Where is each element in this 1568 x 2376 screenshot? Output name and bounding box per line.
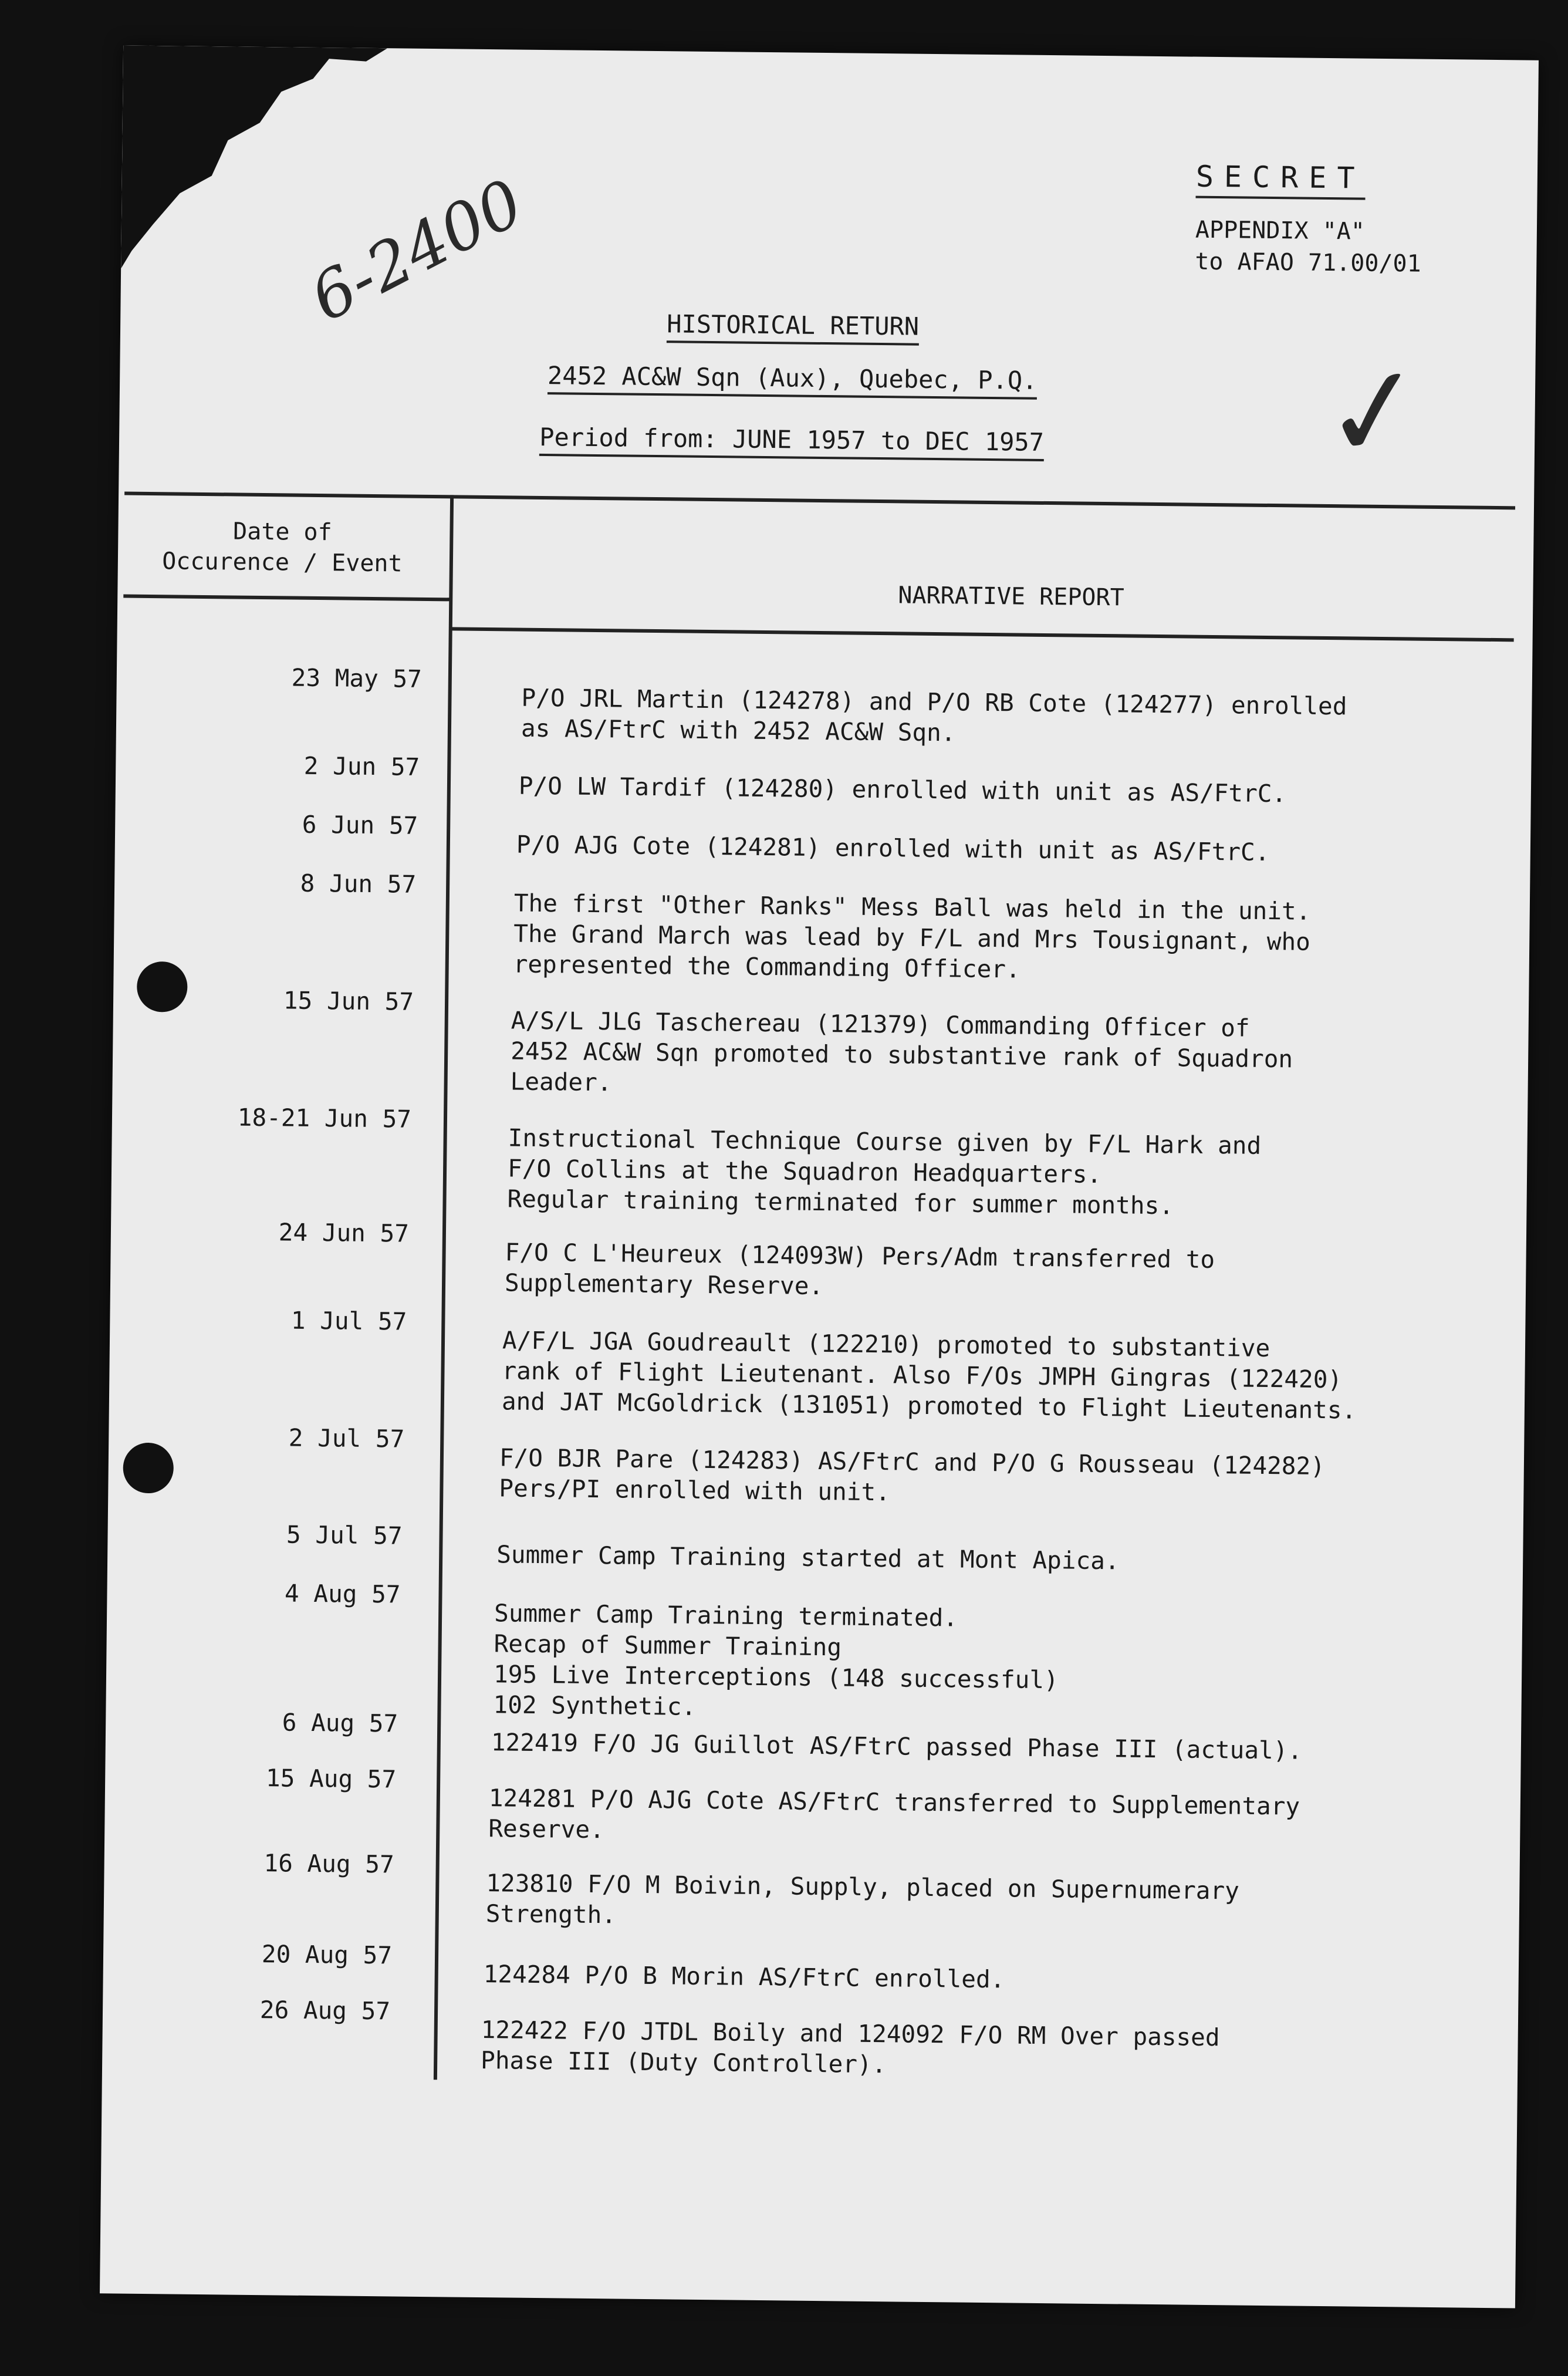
narrative-entry: The first "Other Ranks" Mess Ball was held in the unit. The Grand March was lead by F/L and Mrs Tousignant, who represented the Commanding Officer. [513, 889, 1311, 984]
event-date: 23 May 57 [291, 663, 423, 693]
title-line-1: HISTORICAL RETURN [667, 309, 919, 345]
narrative-entry: F/O C L'Heureux (124093W) Pers/Adm transferred to Supplementary Reserve. [504, 1238, 1215, 1301]
narrative-column-header: NARRATIVE REPORT [898, 582, 1124, 612]
report-period [84, 418, 1499, 461]
narrative-entry: Summer Camp Training terminated. Recap of Summer Training 195 Live Interceptions (148 successful) 102 Synthetic. [493, 1599, 1059, 1721]
torn-corner [121, 45, 387, 271]
appendix-line-2: to AFAO 71.00/01 [1195, 248, 1421, 278]
event-date: 2 Jul 57 [288, 1423, 405, 1453]
table-top-rule [124, 492, 1515, 510]
narrative-entry: 123810 F/O M Boivin, Supply, placed on Supernumerary Strength. [485, 1869, 1240, 1929]
event-date: 1 Jul 57 [290, 1306, 407, 1336]
event-date: 5 Jul 57 [286, 1520, 403, 1550]
event-date: 2 Jun 57 [303, 751, 420, 781]
narrative-entry: A/S/L JLG Taschereau (121379) Commanding Officer of 2452 AC&W Sqn promoted to substantive rank of Squadron Leader. [510, 1006, 1293, 1097]
column-divider [434, 495, 454, 2080]
appendix-reference [1195, 214, 1421, 280]
punch-hole [137, 961, 188, 1013]
event-date: 26 Aug 57 [259, 1996, 391, 2026]
header-bottom-rule-left [123, 595, 452, 602]
classification-label: SECRET [1195, 160, 1365, 200]
narrative-entry: A/F/L JGA Goudreault (122210) promoted to substantive rank of Flight Lieutenant. Also F/Os JMPH Gingras (122420) and JAT McGoldrick (131051) promoted to Flight Lieutenants. [501, 1326, 1357, 1425]
event-date: 20 Aug 57 [261, 1940, 393, 1970]
narrative-entry: 124284 P/O B Morin AS/FtrC enrolled. [483, 1960, 1005, 1994]
event-date: 18-21 Jun 57 [237, 1103, 412, 1133]
document-page [100, 45, 1539, 2308]
narrative-entry: F/O BJR Pare (124283) AS/FtrC and P/O G Rousseau (124282) Pers/PI enrolled with unit. [499, 1443, 1326, 1507]
event-date: 16 Aug 57 [263, 1849, 394, 1879]
narrative-entry: 122422 F/O JTDL Boily and 124092 F/O RM Over passed Phase III (Duty Controller). [480, 2016, 1220, 2079]
date-header-line-2: Occurence / Event [161, 548, 403, 578]
narrative-entry: P/O AJG Cote (124281) enrolled with unit as AS/FtrC. [516, 830, 1270, 867]
event-date: 15 Jun 57 [283, 986, 414, 1016]
date-column-header [130, 515, 435, 579]
narrative-entry: 124281 P/O AJG Cote AS/FtrC transferred to Supplementary Reserve. [488, 1784, 1300, 1844]
unit-name [85, 356, 1500, 400]
event-date: 24 Jun 57 [278, 1218, 410, 1248]
event-date: 15 Aug 57 [265, 1764, 397, 1794]
date-header-line-1: Date of [232, 518, 332, 546]
event-date: 4 Aug 57 [284, 1579, 401, 1609]
punch-hole [123, 1443, 174, 1494]
header-bottom-rule-right [452, 627, 1514, 642]
check-mark-icon: ✓ [1313, 334, 1435, 491]
narrative-entry: Summer Camp Training started at Mont Apica. [496, 1540, 1120, 1575]
appendix-line-1: APPENDIX "A" [1195, 216, 1366, 245]
event-date: 8 Jun 57 [300, 869, 417, 899]
narrative-entry: Instructional Technique Course given by F/L Hark and F/O Collins at the Squadron Headquarters. Regular training terminated for summer months. [507, 1123, 1262, 1220]
title-line-3: Period from: JUNE 1957 to DEC 1957 [539, 423, 1044, 461]
handwritten-file-number: 6-2400 [298, 164, 535, 336]
title-line-2: 2452 AC&W Sqn (Aux), Quebec, P.Q. [548, 361, 1038, 400]
document-title [85, 303, 1501, 347]
narrative-entry: P/O JRL Martin (124278) and P/O RB Cote (124277) enrolled as AS/FtrC with 2452 AC&W Sqn. [521, 683, 1347, 747]
event-date: 6 Aug 57 [282, 1708, 398, 1738]
narrative-entry: P/O LW Tardif (124280) enrolled with unit as AS/FtrC. [518, 771, 1287, 808]
narrative-entry: 122419 F/O JG Guillot AS/FtrC passed Phase III (actual). [491, 1728, 1303, 1765]
event-date: 6 Jun 57 [302, 810, 418, 840]
